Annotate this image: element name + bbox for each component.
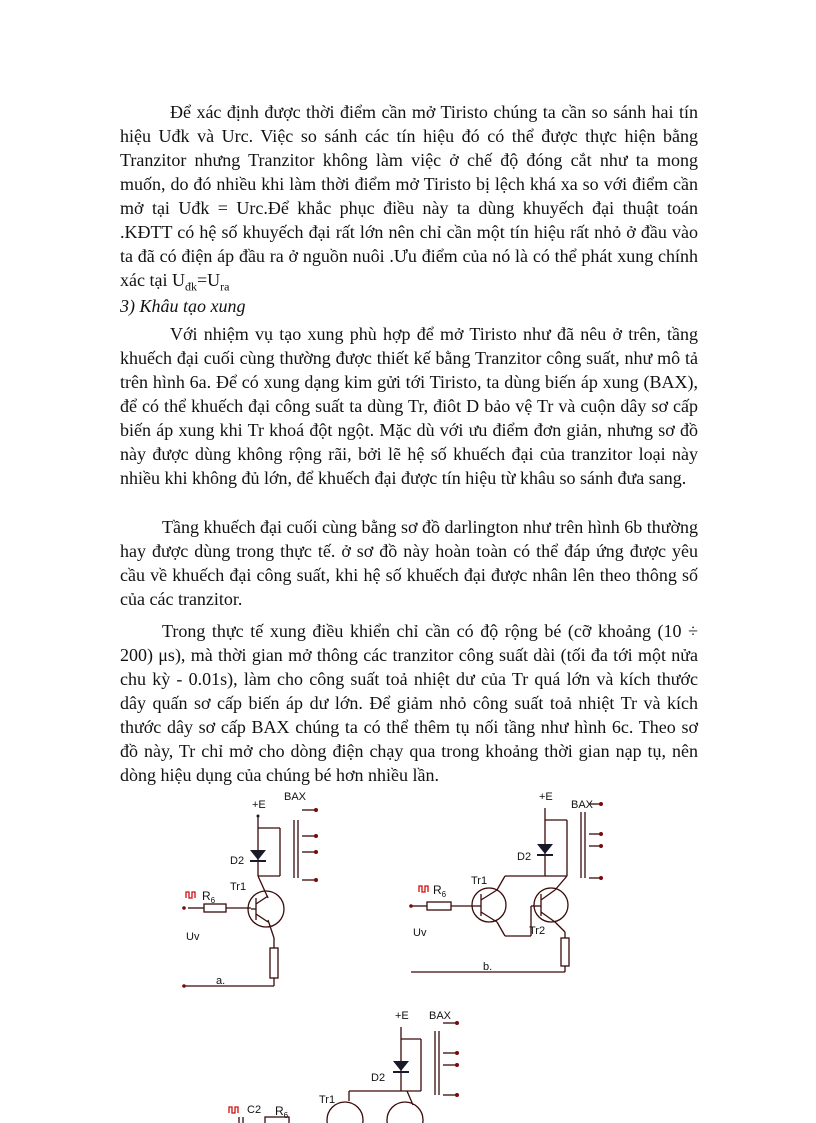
label-c2-c: C2 (247, 1104, 262, 1116)
caption-a: a. (216, 975, 226, 987)
circuit-diagram-c (225, 1005, 475, 1123)
label-d2-c: D2 (371, 1072, 386, 1084)
caption-b: b. (483, 961, 493, 973)
equals-u: =U (196, 270, 221, 290)
subscript-dk: đk (184, 279, 197, 294)
label-bax-a: BAX (284, 791, 307, 803)
label-bax-b: BAX (571, 799, 594, 811)
label-tr2-b: Tr2 (529, 925, 546, 937)
label-tr1-a: Tr1 (230, 881, 247, 893)
paragraph-coupling-capacitor (120, 619, 698, 787)
label-tr1-b: Tr1 (471, 875, 488, 887)
label-r6-c: $R_6$ (275, 1104, 289, 1120)
label-d2-a: D2 (230, 855, 245, 867)
label-uv-a: Uv (186, 931, 200, 943)
label-tr1-c: Tr1 (319, 1094, 336, 1106)
paragraph-pulse-stage (120, 322, 698, 490)
label-d2-b: D2 (517, 851, 532, 863)
label-plus-e-a: +E (252, 799, 266, 811)
circuit-diagram-a (176, 788, 336, 996)
paragraph-darlington (120, 515, 698, 611)
paragraph-darlington-text: Tầng khuếch đại cuối cùng bằng sơ đồ darlington như trên hình 6b thường hay được dùng trong thực tế. ở sơ đồ này hoàn toàn có thể đáp ứng được yêu cầu về khuếch đại công suất, khi hệ số khuếch đại được nhân lên theo thông số của các tranzitor. (120, 517, 698, 609)
circuit-diagram-b (405, 788, 620, 983)
paragraph-pulse-stage-text: Với nhiệm vụ tạo xung phù hợp để mở Tiristo như đã nêu ở trên, tầng khuếch đại cuối cùng thường được thiết kế bằng Tranzitor công suất, như mô tả trên hình 6a. Để có xung dạng kim gửi tới Tiristo, ta dùng biến áp xung (BAX), để có thể khuếch đại công suất ta dùng Tr, điôt D bảo vệ Tr và cuộn dây sơ cấp biến áp xung khi Tr khoá đột ngột. Mặc dù với ưu điểm đơn giản, nhưng sơ đồ này được dùng không rộng rãi, bởi lẽ hệ số khuếch đại của tranzitor loại này nhiều khi không đủ lớn, để khuếch đại được tín hiệu từ khâu so sánh đưa sang. (120, 324, 698, 488)
label-plus-e-b: +E (539, 791, 553, 803)
label-bax-c: BAX (429, 1010, 452, 1022)
label-uv-b: Uv (413, 927, 427, 939)
section-heading: 3) Khâu tạo xung (120, 296, 246, 316)
label-r6-b: $R_6$ (433, 883, 447, 899)
label-plus-e-c: +E (395, 1010, 409, 1022)
label-r6-a: $R_6$ (202, 889, 216, 905)
paragraph-comparator (120, 100, 698, 292)
subscript-ra: ra (220, 279, 230, 294)
paragraph-coupling-capacitor-text: Trong thực tế xung điều khiển chỉ cần có độ rộng bé (cỡ khoảng (10 ÷ 200) μs), mà thời gian mở thông các tranzitor công suất dài (tối đa tới một nửa chu kỳ - 0.01s), làm cho công suất toả nhiệt dư của Tr quá lớn và kích thước dây quấn sơ cấp biến áp dư lớn. Để giảm nhỏ công suất toả nhiệt Tr và kích thước dây sơ cấp BAX chúng ta có thể thêm tụ nối tầng như hình 6c. Theo sơ đồ này, Tr chỉ mở cho dòng điện chạy qua trong khoảng thời gian nạp tụ, nên dòng hiệu dụng của chúng bé hơn nhiều lần. (120, 621, 698, 785)
paragraph-comparator-text: Để xác định được thời điểm cần mở Tiristo chúng ta cần so sánh hai tín hiệu Uđk và Urc. Việc so sánh các tín hiệu đó có thể được thực hiện bằng Tranzitor nhưng Tranzitor không làm việc ở chế độ đóng cắt như ta mong muốn, do đó nhiều khi làm thời điểm mở Tiristo bị lệch khá xa so với điểm cần mở tại Uđk = Urc.Để khắc phục điều này ta dùng khuyếch đại thuật toán .KĐTT có hệ số khuyếch đại rất lớn nên chỉ cần một tín hiệu rất nhỏ ở đầu vào ta đã có điện áp đầu ra ở nguồn nuôi .Ưu điểm của nó là có thể phát xung chính xác tại U (120, 102, 698, 290)
